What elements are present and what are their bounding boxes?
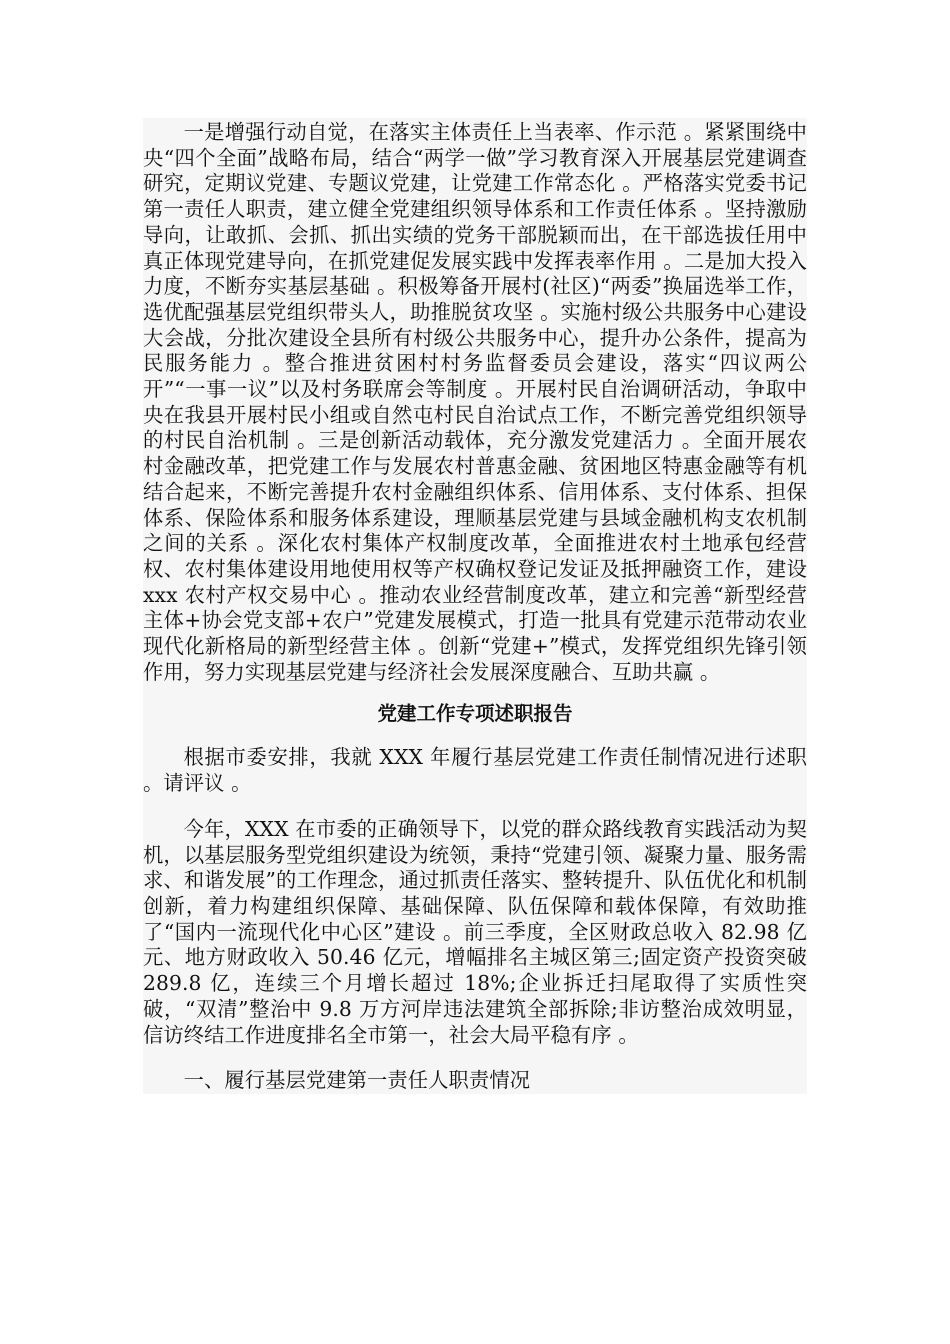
body-paragraph: 一是增强行动自觉，在落实主体责任上当表率、作示范 。紧紧围绕中央“四个全面”战略布局，结合“两学一做”学习教育深入开展基层党建调查研究，定期议党建、专题议党建，让党建工作常态化 。严格落实党委书记第一责任人职责，建立健全党建组织领导体系和工作责任体系 。坚持激励导向，让敢抓、会抓、抓出实绩的党务干部脱颖而出，在干部选拔任用中真正体现党建导向，在抓党建促发展实践中发挥表率作用 。二是加大投入力度，不断夯实基层基础 。积极筹备开展村(社区)“两委”换届选举工作，选优配强基层党组织带头人，助推脱贫攻坚 。实施村级公共服务中心建设大会战，分批次建设全县所有村级公共服务中心，提升办公条件，提高为民服务能力 。整合推进贫困村村务监督委员会建设，落实“四议两公开”“一事一议”以及村务联席会等制度 。开展村民自治调研活动，争取中央在我县开展村民小组或自然屯村民自治试点工作，不断完善党组织领导的村民自治机制 。三是创新活动载体，充分激发党建活力 。全面开展农村金融改革，把党建工作与发展农村普惠金融、贫困地区特惠金融等有机结合起来，不断完善提升农村金融组织体系、信用体系、支付体系、担保体系、保险体系和服务体系建设，理顺基层党建与县域金融机构支农机制之间的关系 。深化农村集体产权制度改革，全面推进农村土地承包经营权、农村集体建设用地使用权等产权确权登记发证及抵押融资工作，建设 xxx 农村产权交易中心 。推动农业经营制度改革，建立和完善“新型经营主体+协会党支部+农户”党建发展模式，打造一批具有党建示范带动农业现代化新格局的新型经营主体 。创新“党建+”模式，发挥党组织先锋引领作用，努力实现基层党建与经济社会发展深度融合、互助共赢 。 (143, 120, 807, 684)
document-body (143, 118, 807, 1094)
body-paragraph: 根据市委安排，我就 XXX 年履行基层党建工作责任制情况进行述职 。请评议 。 (143, 745, 807, 796)
body-paragraph: 今年，XXX 在市委的正确领导下，以党的群众路线教育实践活动为契机，以基层服务型党组织建设为统领，秉持“党建引领、凝聚力量、服务需求、和谐发展”的工作理念，通过抓责任落实、整转提升、队伍优化和机制创新，着力构建组织保障、基础保障、队伍保障和载体保障，有效助推了“国内一流现代化中心区”建设 。前三季度，全区财政总收入 82.98 亿元、地方财政收入 50.46 亿元，增幅排名主城区第三;固定资产投资突破 289.8 亿，连续三个月增长超过 18%;企业拆迁扫尾取得了实质性突破，“双清”整治中 9.8 万方河岸违法建筑全部拆除;非访整治成效明显，信访终结工作进度排名全市第一，社会大局平稳有序 。 (143, 816, 807, 1047)
document-title: 党建工作专项述职报告 (377, 702, 573, 726)
section-heading: 一、履行基层党建第一责任人职责情况 (183, 1068, 531, 1093)
